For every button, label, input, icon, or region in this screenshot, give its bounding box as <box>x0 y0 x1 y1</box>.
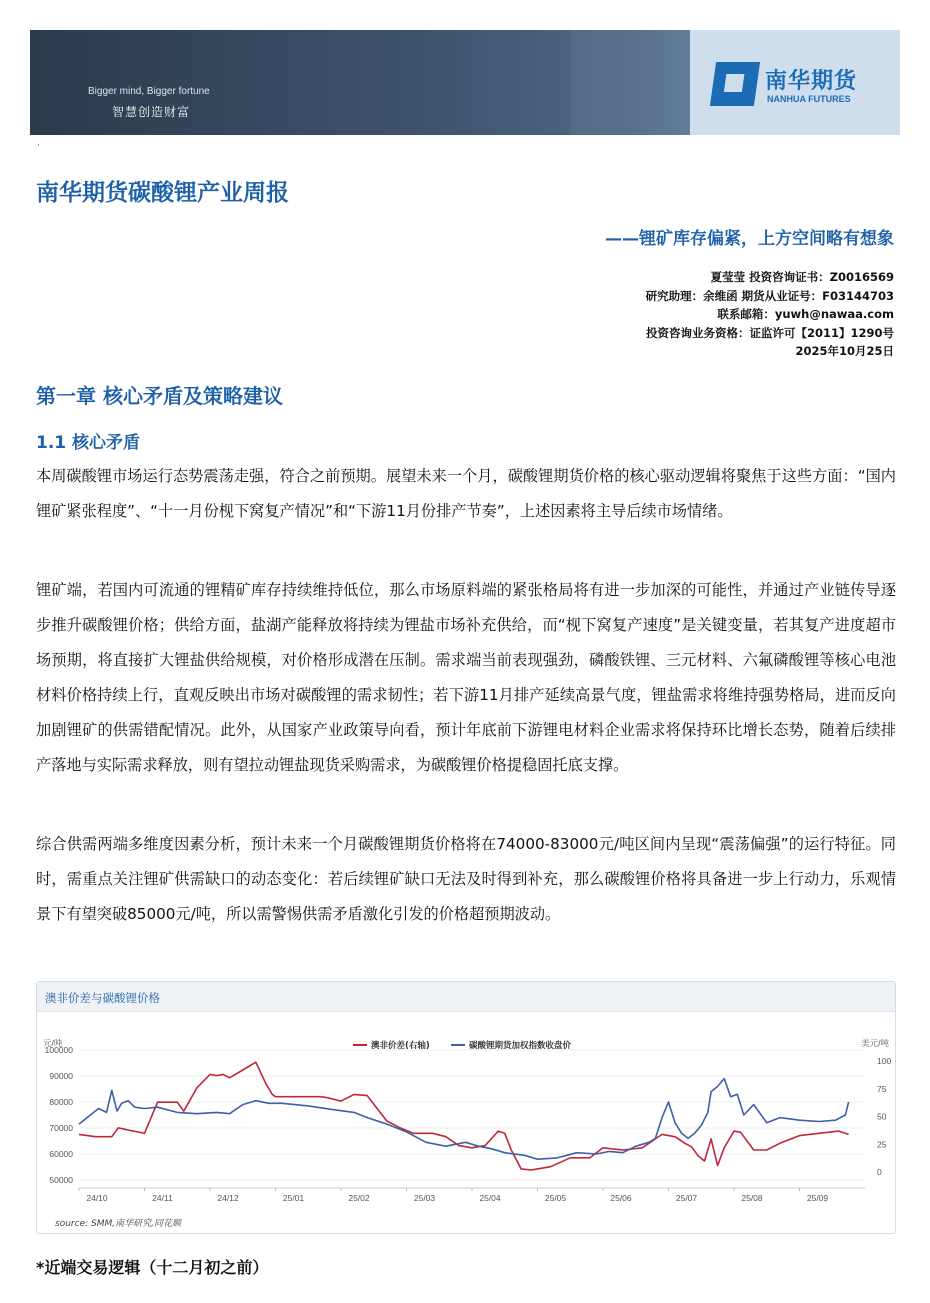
chart-title: 澳非价差与碳酸锂价格 <box>45 991 160 1005</box>
left-tick-label: 80000 <box>49 1097 73 1107</box>
slogan-en: Bigger mind, Bigger fortune <box>88 86 210 97</box>
banner-band <box>570 30 690 135</box>
x-tick-label: 24/11 <box>152 1193 173 1203</box>
left-axis-unit: 元/吨 <box>43 1038 63 1048</box>
header-banner <box>30 30 900 135</box>
right-tick-label: 25 <box>877 1139 887 1150</box>
author-info <box>646 268 894 361</box>
assistant-line: 研究助理：余维函 期货从业证号：F03144703 <box>645 288 894 303</box>
chart-source: source: SMM,南华研究,同花顺 <box>55 1219 181 1229</box>
right-tick-label: 100 <box>877 1056 892 1067</box>
chart-panel <box>36 981 896 1234</box>
x-tick-label: 24/10 <box>86 1193 108 1203</box>
paragraph: 综合供需两端多维度因素分析，预计未来一个月碳酸锂期货价格将在74000-83000元/吨区间内呈现“震荡偏强”的运行特征。同时，需重点关注锂矿供需缺口的动态变化：若后续锂矿缺口无法及时得到补充，那么碳酸锂价格将具备进一步上行动力，乐观情景下有望突破85000元/吨，所以需警惕供需矛盾激化引发的价格超预期波动。 <box>36 835 896 923</box>
logo-name-cn: 南华期货 <box>765 69 858 94</box>
subsection-heading: *近端交易逻辑（十二月初之前） <box>36 1258 269 1277</box>
x-tick-label: 25/05 <box>544 1193 567 1203</box>
line-chart <box>37 1012 895 1216</box>
logo-name-en: NANHUA FUTURES <box>767 94 851 104</box>
x-tick-label: 25/04 <box>479 1193 501 1203</box>
chart-header <box>37 982 895 1012</box>
analyst-line: 夏莹莹 投资咨询证书：Z0016569 <box>710 270 894 284</box>
right-axis-unit: 美元/吨 <box>861 1038 889 1048</box>
right-tick-label: 75 <box>877 1083 887 1094</box>
x-tick-label: 25/07 <box>675 1193 698 1203</box>
right-tick-label: 50 <box>877 1111 887 1122</box>
nanhua-logo-icon <box>710 62 760 106</box>
left-tick-label: 50000 <box>49 1175 73 1185</box>
x-tick-label: 25/06 <box>610 1193 632 1203</box>
left-tick-label: 90000 <box>49 1071 73 1081</box>
report-date: 2025年10月25日 <box>795 344 894 359</box>
left-tick-label: 70000 <box>49 1123 73 1133</box>
x-tick-label: 24/12 <box>217 1193 239 1203</box>
left-tick-label: 60000 <box>49 1149 73 1159</box>
x-tick-label: 25/01 <box>282 1193 305 1203</box>
paragraph: 锂矿端，若国内可流通的锂精矿库存持续维持低位，那么市场原料端的紧张格局将有进一步加深的可能性，并通过产业链传导逐步推升碳酸锂价格；供给方面，盐湖产能释放将持续为锂盐市场补充供给，而“枧下窝复产速度”是关键变量，若其复产进度超市场预期，将直接扩大锂盐供给规模，对价格形成潜在压制。需求端当前表现强劲，磷酸铁锂、三元材料、六氟磷酸锂等核心电池材料价格持续上行，直观反映出市场对碳酸锂的需求韧性；若下游11月排产延续高景气度，锂盐需求将维持强势格局，进而反向加剧锂矿的供需错配情况。此外，从国家产业政策导向看，预计年底前下游锂电材料企业需求将保持环比增长态势，随着后续排产落地与实际需求释放，则有望拉动锂盐现货采购需求，为碳酸锂价格提稳固托底支撑。 <box>36 581 896 774</box>
report-subtitle: ——锂矿库存偏紧，上方空间略有想象 <box>605 229 894 249</box>
license-line: 投资咨询业务资格：证监许可【2011】1290号 <box>645 325 894 340</box>
report-title: 南华期货碳酸锂产业周报 <box>36 180 289 206</box>
x-tick-label: 25/08 <box>741 1193 763 1203</box>
slogan-cn: 智慧创造财富 <box>112 105 191 119</box>
paragraph: 本周碳酸锂市场运行态势震荡走强，符合之前预期。展望未来一个月，碳酸锂期货价格的核心驱动逻辑将聚焦于这些方面：“国内锂矿紧张程度”、“十一月份枧下窝复产情况”和“下游11月份排产节奏”，上述因素将主导后续市场情绪。 <box>36 467 896 520</box>
section-heading: 1.1 核心矛盾 <box>36 433 141 453</box>
company-logo <box>713 62 888 112</box>
x-tick-label: 25/09 <box>806 1193 829 1203</box>
legend-label: 碳酸锂期货加权指数收盘价 <box>469 1041 572 1051</box>
chapter-heading: 第一章 核心矛盾及策略建议 <box>36 384 283 408</box>
x-tick-label: 25/03 <box>413 1193 436 1203</box>
left-tick-label: 100000 <box>44 1045 73 1055</box>
x-tick-label: 25/02 <box>348 1193 370 1203</box>
email-line: 联系邮箱：yuwh@nawaa.com <box>717 307 894 322</box>
legend-label: 澳非价差(右轴) <box>371 1041 430 1051</box>
right-tick-label: 0 <box>877 1167 882 1178</box>
page-marker: · <box>37 141 40 151</box>
